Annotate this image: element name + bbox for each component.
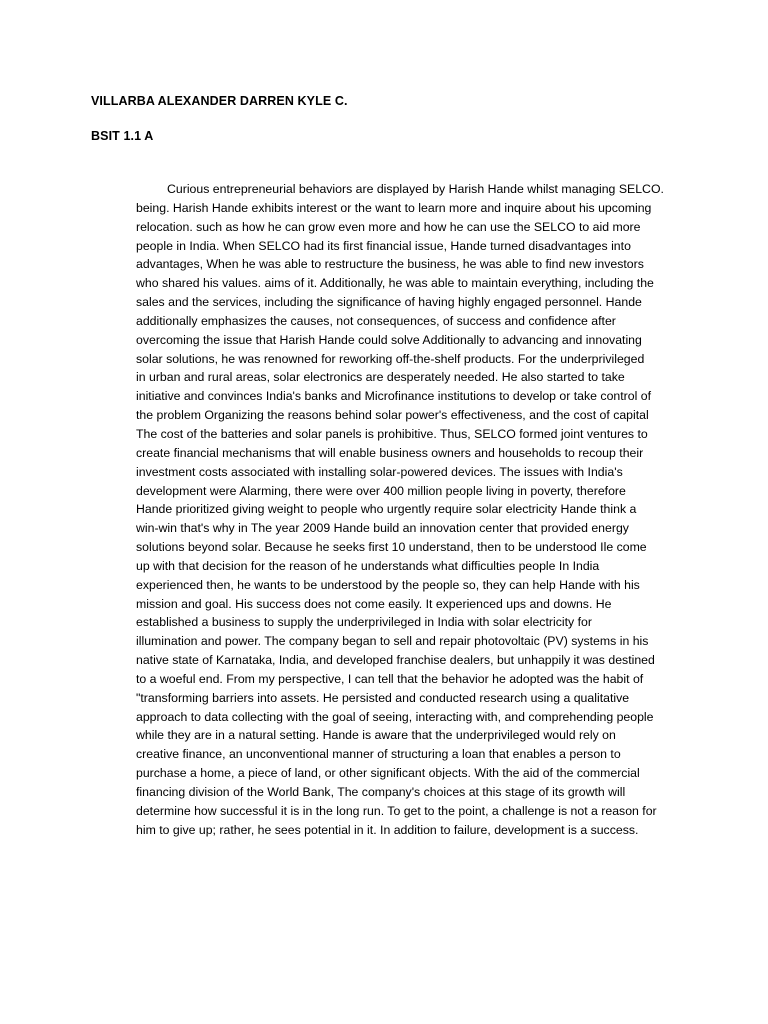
essay-line: solar solutions, he was renowned for reworking off-the-shelf products. For the underprivileged xyxy=(136,351,645,366)
essay-line: mission and goal. His success does not come easily. It experienced ups and downs. He xyxy=(136,596,612,611)
essay-line: being. Harish Hande exhibits interest or the want to learn more and inquire about his upcoming xyxy=(136,200,652,215)
essay-line: people in India. When SELCO had its first financial issue, Hande turned disadvantages into xyxy=(136,238,631,253)
essay-line: experienced then, he wants to be understood by the people so, they can help Hande with his xyxy=(136,577,640,592)
class-section: BSIT 1.1 A xyxy=(91,129,154,143)
essay-line: who shared his values. aims of it. Additionally, he was able to maintain everything, including the xyxy=(136,276,654,291)
essay-line: him to give up; rather, he sees potential in it. In addition to failure, development is a success. xyxy=(136,822,639,837)
essay-line: to a woeful end. From my perspective, I can tell that the behavior he adopted was the habit of xyxy=(136,671,644,686)
essay-line: development were Alarming, there were over 400 million people living in poverty, therefore xyxy=(136,483,626,498)
essay-line: creative finance, an unconventional manner of structuring a loan that enables a person to xyxy=(136,747,621,762)
essay-line: financing division of the World Bank, The company's choices at this stage of its growth will xyxy=(136,785,626,799)
essay-line: create financial mechanisms that will enable business owners and households to recoup their xyxy=(136,445,644,460)
essay-line: purchase a home, a piece of land, or other significant objects. With the aid of the commercial xyxy=(136,766,640,781)
essay-line: sales and the services, including the significance of having highly engaged personnel. Hande xyxy=(136,295,642,310)
essay-line: additionally emphasizes the causes, not consequences, of success and confidence after xyxy=(136,313,616,328)
essay-line: while they are in a natural setting. Hande is aware that the underprivileged would rely on xyxy=(136,728,616,743)
essay-line: established a business to supply the underprivileged in India with solar electricity for xyxy=(136,615,592,630)
essay-line: initiative and convinces India's banks and Microfinance institutions to develop or take control of xyxy=(136,389,652,404)
student-name: VILLARBA ALEXANDER DARREN KYLE C. xyxy=(91,94,348,108)
essay-line: advantages, When he was able to restructure the business, he was able to find new investors xyxy=(136,257,644,272)
essay-line: in urban and rural areas, solar electronics are desperately needed. He also started to take xyxy=(136,370,625,385)
essay-line: the problem Organizing the reasons behind solar power's effectiveness, and the cost of capital xyxy=(136,408,649,423)
essay-line: illumination and power. The company began to sell and repair photovoltaic (PV) systems in his xyxy=(136,634,649,649)
essay-line: approach to data collecting with the goal of seeing, interacting with, and comprehending people xyxy=(136,709,654,724)
essay-line: The cost of the batteries and solar panels is prohibitive. Thus, SELCO formed joint ventures to xyxy=(136,426,648,441)
essay-line: win-win that's why in The year 2009 Hande build an innovation center that provided energy xyxy=(136,521,629,536)
essay-paragraph xyxy=(136,180,696,840)
essay-line: investment costs associated with installing solar-powered devices. The issues with India's xyxy=(136,464,623,479)
essay-line: native state of Karnataka, India, and developed franchise dealers, but unhappily it was destined xyxy=(136,653,655,668)
essay-line: "transforming barriers into assets. He persisted and conducted research using a qualitative xyxy=(136,690,630,705)
essay-line: Curious entrepreneurial behaviors are displayed by Harish Hande whilst managing SELCO. xyxy=(167,182,664,196)
essay-line: determine how successful it is in the long run. To get to the point, a challenge is not a reason for xyxy=(136,803,657,818)
essay-line: overcoming the issue that Harish Hande could solve Additionally to advancing and innovating xyxy=(136,332,642,347)
essay-line: Hande prioritized giving weight to people who urgently require solar electricity Hande think a xyxy=(136,502,637,517)
essay-line: relocation. such as how he can grow even more and how he can use the SELCO to aid more xyxy=(136,219,641,234)
essay-line: up with that decision for the reason of he understands what difficulties people In India xyxy=(136,558,600,573)
essay-line: solutions beyond solar. Because he seeks first 10 understand, then to be understood Ile come xyxy=(136,540,647,555)
